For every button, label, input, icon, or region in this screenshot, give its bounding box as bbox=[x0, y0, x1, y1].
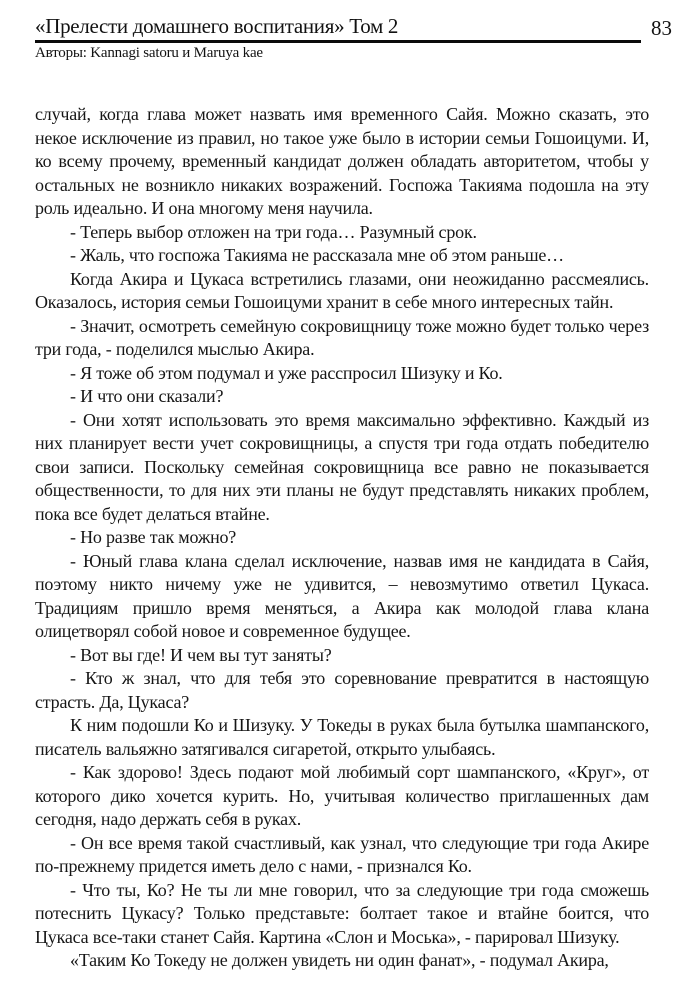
paragraph: - Но разве так можно? bbox=[70, 527, 237, 547]
paragraph: - Вот вы где! И чем вы тут заняты? bbox=[70, 644, 332, 665]
paragraph: - Они хотят использовать это время максимально эффективно. Каждый из них планирует вести учет сокровищницы, а спустя три года отдать победителю свои записи. Поскольку семейная сокровищница все равно не показывается общественности, то для них эти планы не будут представлять никаких проблем, пока все будет делаться втайне. bbox=[35, 409, 649, 524]
paragraph: случай, когда глава может назвать имя временного Сайя. Можно сказать, это некое исключение из правил, но такое уже было в истории семьи Гошоицуми. И, ко всему прочему, временный кандидат должен обладать авторитетом, чтобы у остальных не возникло никаких возражений. Госпожа Такияма подошла на эту роль идеально. И она многому меня научила. bbox=[35, 104, 649, 218]
paragraph: - Он все время такой счастливый, как узнал, что следующие три года Акире по-прежнему придется иметь дело с нами, - признался Ко. bbox=[35, 832, 649, 876]
book-title: «Прелести домашнего воспитания» Том 2 bbox=[35, 14, 399, 38]
paragraph: Когда Акира и Цукаса встретились глазами, они неожиданно рассмеялись. Оказалось, история семьи Гошоицуми хранит в себе много интересных тайн. bbox=[35, 268, 649, 312]
authors-line: Авторы: Kannagi satoru и Maruya kae bbox=[35, 45, 263, 61]
title-underline-rule bbox=[35, 14, 641, 43]
paragraph: - Значит, осмотреть семейную сокровищницу тоже можно будет только через три года, - поделился мыслью Акира. bbox=[35, 315, 649, 359]
paragraph: - Я тоже об этом подумал и уже расспросил Шизуку и Ко. bbox=[70, 362, 503, 383]
paragraph: - Как здорово! Здесь подают мой любимый сорт шампанского, «Круг», от которого дико хочется курить. Но, учитывая количество приглашенных дам сегодня, надо держать себя в руках. bbox=[35, 762, 649, 829]
body-text bbox=[35, 103, 649, 973]
paragraph: - Теперь выбор отложен на три года… Разумный срок. bbox=[70, 221, 477, 242]
paragraph: - И что они сказали? bbox=[70, 386, 224, 406]
header-title-row bbox=[35, 14, 672, 43]
page-header bbox=[35, 14, 672, 62]
paragraph: - Что ты, Ко? Не ты ли мне говорил, что за следующие три года сможешь потеснить Цукасу? Только представьте: болтает такое и втайне боится, что Цукаса все-таки станет Сайя. Картина «Слон и Моська», - парировал Шизуку. bbox=[35, 879, 649, 947]
page-number: 83 bbox=[651, 16, 672, 40]
paragraph: «Таким Ко Токеду не должен увидеть ни один фанат», - подумал Акира, bbox=[70, 950, 609, 970]
paragraph: К ним подошли Ко и Шизуку. У Токеды в руках была бутылка шампанского, писатель вальяжно затягивался сигаретой, открыто улыбаясь. bbox=[35, 715, 649, 759]
paragraph: - Кто ж знал, что для тебя это соревнование превратится в настоящую страсть. Да, Цукаса? bbox=[35, 668, 649, 712]
paragraph: - Жаль, что госпожа Такияма не рассказала мне об этом раньше… bbox=[70, 245, 564, 265]
paragraph: - Юный глава клана сделал исключение, назвав имя не кандидата в Сайя, поэтому никто ничему уже не удивится, – невозмутимо ответил Цукаса. Традициям пришло время меняться, а Акира как молодой глава клана олицетворял собой новое и современное будущее. bbox=[35, 550, 649, 641]
